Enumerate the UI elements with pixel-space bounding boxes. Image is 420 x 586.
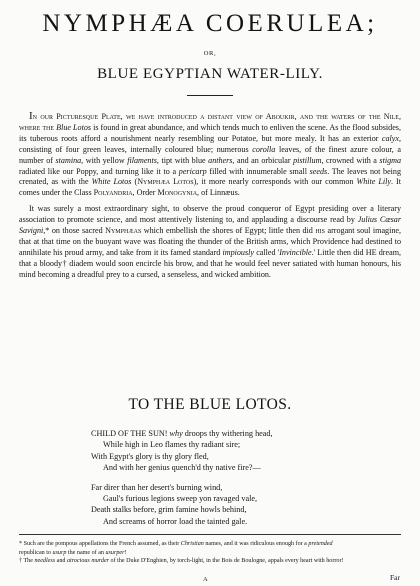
- catchword: Far: [390, 573, 400, 582]
- poem-line: While high in Leo flames thy radiant sire;: [103, 440, 241, 450]
- page-title: NYMPHÆA COERULEA;: [42, 10, 378, 37]
- footnotes: [19, 540, 404, 566]
- poem-line: CHILD OF THE SUN! why droops thy withering head,: [91, 429, 273, 438]
- footnote-1: * Such are the pompous appellations the French assumed, as their Christian names, and it was ridiculous enough for a pretended republican to usurp the name of an usurper!: [19, 541, 333, 556]
- poem-line: And screams of horror load the tainted gale.: [103, 516, 248, 526]
- poem: [91, 428, 391, 535]
- title-conjunction: OR,: [203, 50, 217, 57]
- footnote-2: † The needless and atrocious murder of the Duke D'Enghien, by torch-light, in the Bois de Boulogne, appals every heart with horror!: [19, 558, 344, 564]
- poem-line: Death stalks before, grim famine howls behind,: [91, 505, 247, 515]
- drop-cap: I: [29, 110, 33, 122]
- paragraph-1: In our Picturesque Plate, we have introduced a distant view of Aboukir, and the waters of the Nile, where the Blue Lotos is found in great abundance, and which tends much to enliven the scene. As the flood subsides, its tuberous roots afford a nourishment nearly resembling our Potatoe, but more mealy. It has an exterior calyx, consisting of four green leaves, internally coloured blue; numerous corolla leaves, of the finest azure colour, a number of stamina, with yellow filaments, tipt with blue anthers, and an orbicular pistillum, crowned with a stigma radiated like our Poppy, and turning like it to a pericarp filled with innumerable small seeds. The leaves not being crenated, as with the White Lotos (Nymphæa Lotos), it more nearly corresponds with our common White Lily. It comes under the Class Polyandria, Order Monogynia, of Linnæus.: [19, 110, 402, 198]
- poem-line: Far direr than her desert's burning wind,: [91, 482, 223, 492]
- main-text: [19, 111, 401, 286]
- signature-mark: A: [203, 576, 208, 583]
- poem-line: With Egypt's glory is thy glory fled,: [91, 451, 209, 461]
- poem-title: TO THE BLUE LOTOS.: [128, 396, 292, 413]
- poem-line: Gaul's furious legions sweep yon ravaged vale,: [103, 494, 258, 504]
- page-subtitle: BLUE EGYPTIAN WATER-LILY.: [97, 66, 323, 82]
- poem-line: And with her genius quench'd thy native fire?—: [103, 463, 261, 473]
- poem-stanza-2: [91, 482, 391, 528]
- title-divider: [187, 95, 233, 96]
- paragraph-2: It was surely a most extraordinary sight, to observe the proud conqueror of Egypt presiding over a literary association to promote science, and most attentively listening to, and applauding a discourse read by Julius Cæsar Savigni,* on those sacred Nymphæas which embellish the shores of Egypt; little then did his arrogant soul imagine, that at that time on the buoyant wave was floating the thunder of the British arms, which Providence had destined to annihilate his proud army, and take from it its famed standard impiously called 'Invincible.' Little then did HE dream, that a bloody† diadem would soon encircle his brow, and that he would feel never satiated with human honours, his mind becoming a dreadful prey to a cursed, a senseless, and wicked ambition.: [19, 204, 402, 279]
- footnote-divider: [19, 534, 401, 535]
- poem-stanza-1: [91, 428, 391, 474]
